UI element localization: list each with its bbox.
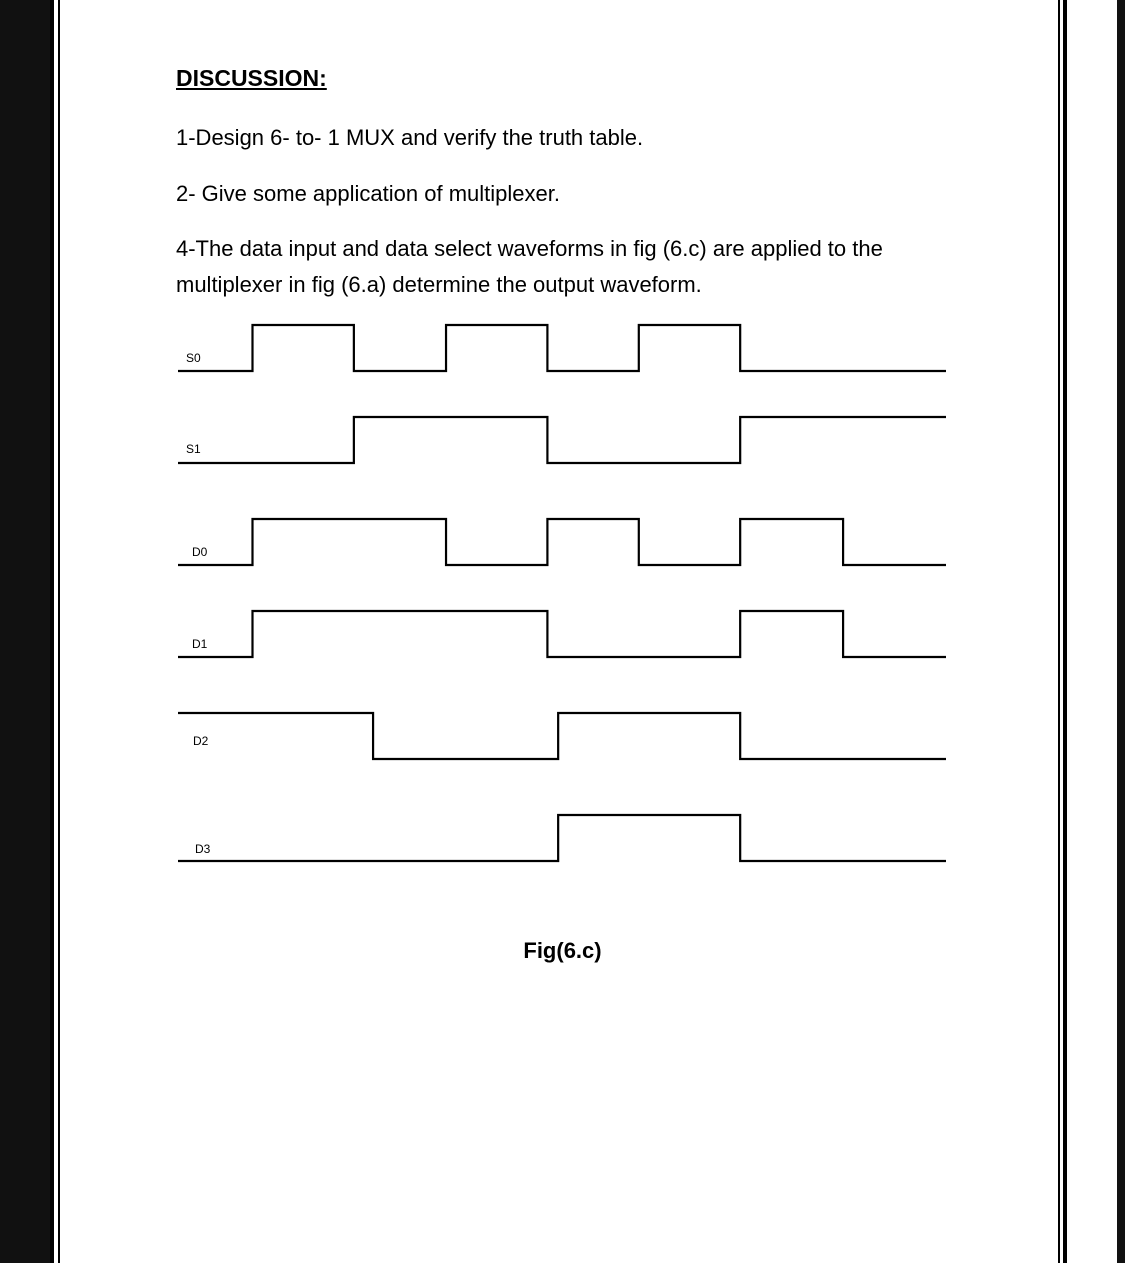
figure-caption: Fig(6.c) <box>523 938 602 963</box>
waveform-s1 <box>178 417 946 463</box>
question-2: 2- Give some application of multiplexer. <box>176 181 560 206</box>
signal-label-d0: D0 <box>192 545 208 559</box>
signal-label-d2: D2 <box>193 734 209 748</box>
section-heading: DISCUSSION: <box>176 65 327 91</box>
waveform-s0 <box>178 325 946 371</box>
waveform-d0 <box>178 519 946 565</box>
question-1: 1-Design 6- to- 1 MUX and verify the truth table. <box>176 125 644 150</box>
signal-label-d1: D1 <box>192 637 208 651</box>
signal-label-s0: S0 <box>186 351 201 365</box>
waveform-d2 <box>178 713 946 759</box>
signal-label-d3: D3 <box>195 842 211 856</box>
waveform-d1 <box>178 611 946 657</box>
question-4: 4-The data input and data select waveforms in fig (6.c) are applied to the multiplexer in fig (6.a) determine the output waveform. <box>176 236 883 297</box>
signal-label-s1: S1 <box>186 442 201 456</box>
waveform-d3 <box>178 815 946 861</box>
